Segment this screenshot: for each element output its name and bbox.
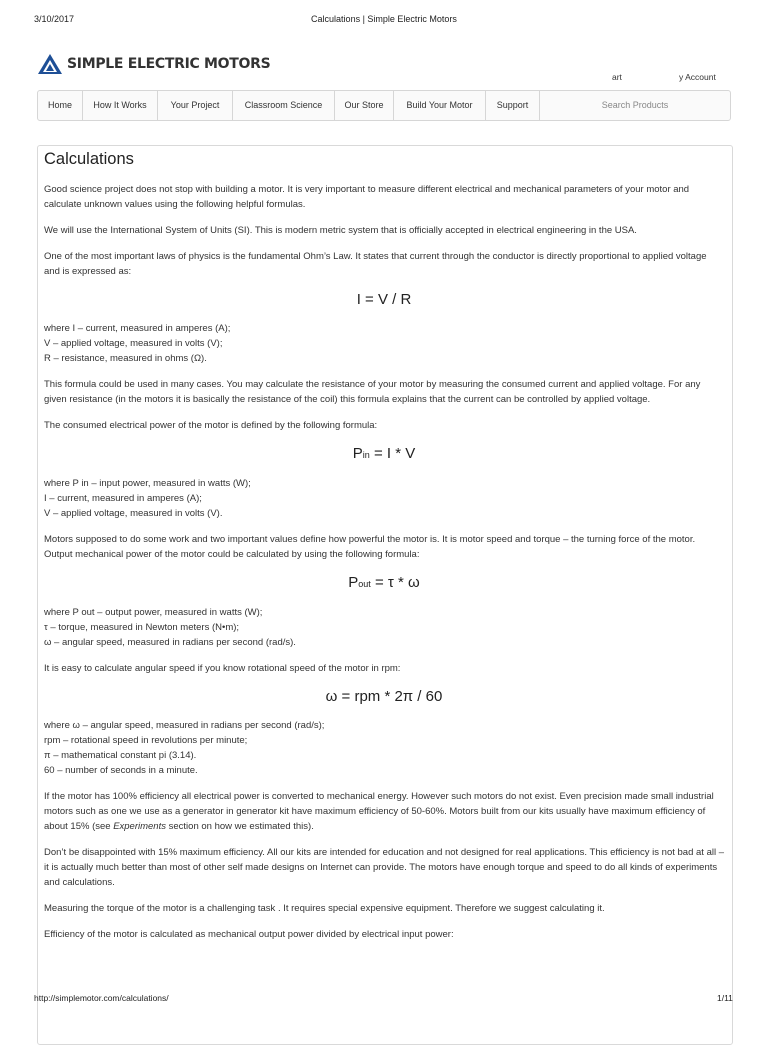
definition-line: V – applied voltage, measured in volts (V). <box>44 508 223 519</box>
formula-symbol: P <box>352 445 363 462</box>
search-products-input[interactable]: Search Products <box>601 100 669 110</box>
formula-symbol: P <box>348 574 359 591</box>
definition-line: R – resistance, measured in ohms (Ω). <box>44 353 207 364</box>
formula-subscript: in <box>362 450 370 460</box>
definition-line: τ – torque, measured in Newton meters (N•m); <box>44 622 240 633</box>
print-header <box>0 14 768 28</box>
paragraph: This formula could be used in many cases. You may calculate the resistance of your motor by measuring the consumed current and applied voltage. For any given resistance (in the motors it is basically the resistance of the coil) this formula explains that the current can be controlled by applied voltage. <box>44 379 701 405</box>
nav-home[interactable]: Home <box>38 91 83 120</box>
paragraph: It is easy to calculate angular speed if you know rotational speed of the motor in rpm: <box>44 663 401 674</box>
paragraph: The consumed electrical power of the motor is defined by the following formula: <box>44 420 378 431</box>
formula-expression: = τ * ω <box>370 574 420 591</box>
nav-build-your-motor[interactable]: Build Your Motor <box>394 91 486 120</box>
print-url: http://simplemotor.com/calculations/ <box>34 993 169 1003</box>
paragraph: Efficiency of the motor is calculated as mechanical output power divided by electrical input power: <box>44 929 454 940</box>
formula-ohms-law: I = V / R <box>356 291 412 308</box>
nav-classroom-science[interactable]: Classroom Science <box>233 91 335 120</box>
paragraph: Measuring the torque of the motor is a challenging task . It requires special expensive equipment. Therefore we suggest calculating it. <box>44 903 605 914</box>
paragraph: We will use the International System of Units (SI). This is modern metric system that is officially accepted in electrical engineering in the USA. <box>44 225 637 236</box>
print-page-number: 1/11 <box>717 993 733 1003</box>
definition-line: V – applied voltage, measured in volts (V); <box>44 338 223 349</box>
nav-support[interactable]: Support <box>486 91 540 120</box>
formula-subscript: out <box>358 579 371 589</box>
formula-angular-speed: ω = rpm * 2π / 60 <box>325 688 443 705</box>
definitions-list <box>44 476 724 521</box>
page-title: Calculations <box>44 150 134 168</box>
main-nav <box>37 90 731 121</box>
formula-output-power <box>44 573 724 594</box>
definitions-list <box>44 321 724 366</box>
my-account-link[interactable]: y Account <box>679 72 716 82</box>
formula-expression: = I * V <box>369 445 416 462</box>
print-date: 3/10/2017 <box>34 14 75 24</box>
print-title: Calculations | Simple Electric Motors <box>311 14 457 24</box>
definition-line: rpm – rotational speed in revolutions per minute; <box>44 735 248 746</box>
experiments-link-text: Experiments <box>113 821 166 832</box>
paragraph: Motors supposed to do some work and two important values define how powerful the motor is. It is motor speed and torque – the turning force of the motor. Output mechanical power of the motor could be calculated by using the following formula: <box>44 534 696 560</box>
article <box>44 149 724 953</box>
definition-line: where I – current, measured in amperes (A); <box>44 323 231 334</box>
formula-input-power <box>44 444 724 465</box>
nav-your-project[interactable]: Your Project <box>158 91 233 120</box>
site-brand-name: SIMPLE ELECTRIC MOTORS <box>67 56 271 72</box>
definition-line: where P out – output power, measured in watts (W); <box>44 607 263 618</box>
definition-line: ω – angular speed, measured in radians per second (rad/s). <box>44 637 296 648</box>
paragraph <box>44 789 724 834</box>
definition-line: where P in – input power, measured in watts (W); <box>44 478 251 489</box>
definitions-list <box>44 605 724 650</box>
definition-line: 60 – number of seconds in a minute. <box>44 765 198 776</box>
print-footer <box>0 993 768 1007</box>
definition-line: I – current, measured in amperes (A); <box>44 493 202 504</box>
cart-link[interactable]: art <box>612 72 622 82</box>
paragraph-text: If the motor has 100% efficiency all electrical power is converted to mechanical energy. However such motors do not exist. Even precision made small industrial motors such as one we use as a generator in generator kit have maximum efficiency of 50-60%. Motors built from our kits usually have maximum efficiency of about 15% (see <box>44 791 714 832</box>
paragraph-text: section on how we estimated this). <box>166 821 314 832</box>
definition-line: π – mathematical constant pi (3.14). <box>44 750 197 761</box>
definitions-list <box>44 718 724 778</box>
nav-our-store[interactable]: Our Store <box>335 91 394 120</box>
account-links <box>0 72 768 84</box>
nav-how-it-works[interactable]: How It Works <box>83 91 158 120</box>
definition-line: where ω – angular speed, measured in radians per second (rad/s); <box>44 720 325 731</box>
paragraph: Don’t be disappointed with 15% maximum efficiency. All our kits are intended for education and not designed for real applications. This efficiency is not bad at all – it is actually much better than most of other self made designs on Internet can provide. The motors have enough torque and speed to do all kinds of experiments and calculations. <box>44 847 724 888</box>
paragraph: Good science project does not stop with building a motor. It is very important to measure different electrical and mechanical parameters of your motor and calculate unknown values using the following helpful formulas. <box>44 184 690 210</box>
paragraph: One of the most important laws of physics is the fundamental Ohm’s Law. It states that current through the conductor is directly proportional to applied voltage and is expressed as: <box>44 251 707 277</box>
